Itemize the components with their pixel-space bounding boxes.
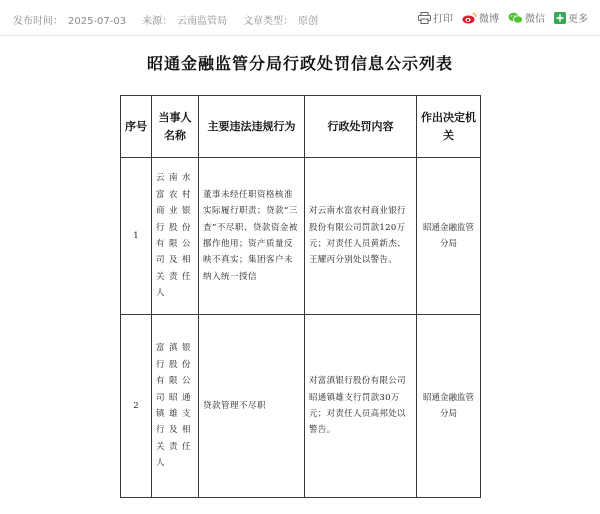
weibo-icon	[462, 12, 477, 24]
weibo-label: 微博	[479, 14, 499, 25]
print-label: 打印	[433, 14, 453, 25]
share-weibo-button[interactable]	[462, 10, 499, 25]
header-authority: 作出决定机关	[417, 96, 481, 158]
table-row	[121, 158, 481, 315]
category-label: 文章类型：	[243, 16, 294, 27]
article-meta	[13, 12, 323, 27]
category-value: 原创	[298, 16, 319, 27]
penalty-decision: 对富滇银行股份有限公司昭通镇雄支行罚款30万元；对责任人员高邦处以警告。	[305, 315, 417, 498]
print-button[interactable]	[418, 10, 453, 25]
printer-icon	[418, 12, 431, 24]
party-name: 富滇银行股份有限公司昭通镇雄支行及相关责任人	[152, 315, 199, 498]
plus-icon	[554, 12, 566, 24]
more-label: 更多	[568, 14, 588, 25]
publish-date: 2025-07-03	[68, 16, 127, 27]
penalty-decision: 对云南水富农村商业银行股份有限公司罚款120万元；对责任人员黄新杰、王耀丙分别处以警告。	[305, 158, 417, 315]
wechat-label: 微信	[525, 14, 545, 25]
row-number: 1	[121, 158, 152, 315]
header-party: 当事人名称	[152, 96, 199, 158]
violation: 贷款管理不尽职	[199, 315, 305, 498]
row-number: 2	[121, 315, 152, 498]
header-violation: 主要违法违规行为	[199, 96, 305, 158]
publish-label: 发布时间：	[13, 16, 63, 27]
deciding-authority: 昭通金融监管分局	[417, 158, 481, 315]
header-decision: 行政处罚内容	[305, 96, 417, 158]
penalty-table	[120, 95, 481, 498]
header-no: 序号	[121, 96, 152, 158]
share-wechat-button[interactable]	[508, 10, 545, 25]
table-header-row	[121, 96, 481, 158]
party-name: 云南水富农村商业银行股份有限公司及相关责任人	[152, 158, 199, 315]
share-toolbar	[409, 10, 588, 25]
source-label: 来源：	[142, 16, 173, 27]
violation: 董事未经任职资格核准实际履行职责；贷款“三查”不尽职、贷款资金被挪作他用；资产质量反映不真实；集团客户未纳入统一授信	[199, 158, 305, 315]
source-value: 云南监管局	[177, 16, 228, 27]
article-meta-bar	[0, 0, 600, 36]
page-title: 昭通金融监管分局行政处罚信息公示列表	[146, 54, 453, 73]
table-row	[121, 315, 481, 498]
deciding-authority: 昭通金融监管分局	[417, 315, 481, 498]
share-more-button[interactable]	[554, 10, 588, 25]
wechat-icon	[508, 12, 523, 24]
